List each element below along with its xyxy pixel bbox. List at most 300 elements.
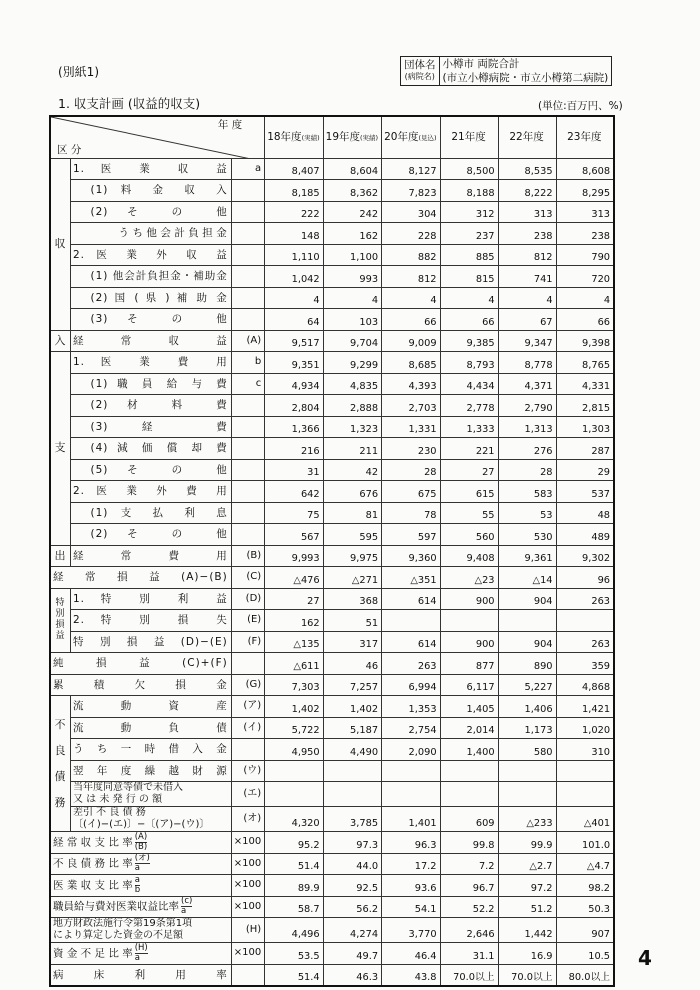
- row-tag: (イ): [231, 717, 264, 739]
- value-cell: 28: [382, 459, 440, 481]
- row-tag: [231, 459, 264, 481]
- value-cell: 907: [556, 918, 614, 943]
- value-cell: 642: [265, 481, 323, 503]
- value-cell: 8,765: [556, 352, 614, 374]
- row-label: 累 積 欠 損 金: [50, 674, 231, 696]
- value-cell: 4: [498, 287, 556, 309]
- year-label: 22年度: [509, 131, 544, 144]
- table-row: [50, 896, 614, 918]
- value-cell: 98.2: [556, 875, 614, 897]
- row-tag: [231, 964, 264, 986]
- row-label: (1) 支 払 利 息: [89, 502, 232, 524]
- value-cell: 8,604: [323, 158, 381, 180]
- year-label: 18年度: [267, 130, 302, 143]
- value-cell: △23: [440, 567, 498, 589]
- value-cell: 2,804: [265, 395, 323, 417]
- header-nendo: 年 度: [217, 119, 243, 131]
- value-cell: △14: [498, 567, 556, 589]
- value-cell: 900: [440, 631, 498, 653]
- value-cell: 1,406: [498, 696, 556, 718]
- row-tag: [231, 266, 264, 288]
- value-cell: 9,360: [382, 545, 440, 567]
- category-cell: 収: [50, 158, 71, 330]
- row-label: (2) そ の 他: [89, 201, 232, 223]
- indent-cell: [71, 266, 89, 288]
- value-cell: [498, 760, 556, 782]
- value-cell: 28: [498, 459, 556, 481]
- row-label-line1: 当年度同意等債で未借入: [73, 782, 183, 793]
- value-cell: 228: [382, 223, 440, 245]
- value-cell: 2,815: [556, 395, 614, 417]
- value-cell: [556, 760, 614, 782]
- value-cell: 580: [498, 739, 556, 761]
- value-cell: 276: [498, 438, 556, 460]
- year-note: (実績): [301, 133, 320, 142]
- row-tag: (G): [231, 674, 264, 696]
- value-cell: 222: [265, 201, 323, 223]
- indent-cell: [71, 223, 89, 245]
- value-cell: 530: [498, 524, 556, 546]
- indent-cell: [71, 180, 89, 202]
- value-cell: [556, 782, 614, 807]
- table-row: [50, 158, 614, 180]
- ratio-fraction: [135, 876, 140, 895]
- row-label: 翌 年 度 繰 越 財 源: [71, 760, 232, 782]
- value-cell: 8,185: [265, 180, 323, 202]
- value-cell: 614: [382, 588, 440, 610]
- value-cell: 4: [265, 287, 323, 309]
- row-tag: (オ): [231, 807, 264, 832]
- value-cell: 263: [382, 653, 440, 675]
- table-row: [50, 180, 614, 202]
- value-cell: 1,100: [323, 244, 381, 266]
- row-label-line1: 差引 不 良 債 務: [73, 807, 146, 818]
- value-cell: 49.7: [323, 943, 381, 965]
- attachment-label: (別紙1): [58, 65, 99, 79]
- row-label: 2. 特 別 損 失: [71, 610, 232, 632]
- value-cell: 99.9: [498, 832, 556, 854]
- value-cell: 890: [498, 653, 556, 675]
- entity-name: 小樽市 両院合計: [439, 57, 612, 72]
- value-cell: 7,823: [382, 180, 440, 202]
- value-cell: 64: [265, 309, 323, 331]
- value-cell: 1,421: [556, 696, 614, 718]
- indent-cell: [71, 287, 89, 309]
- value-cell: 56.2: [323, 896, 381, 918]
- row-label: [50, 832, 231, 854]
- fraction-denominator: (B): [134, 841, 148, 852]
- table-row: [50, 438, 614, 460]
- value-cell: 812: [382, 266, 440, 288]
- entity-label-text: 団体名: [404, 59, 436, 71]
- value-cell: 537: [556, 481, 614, 503]
- row-tag: (ウ): [231, 760, 264, 782]
- value-cell: 52.2: [440, 896, 498, 918]
- value-cell: 16.9: [498, 943, 556, 965]
- entity-label-sub: (病院名): [404, 72, 435, 81]
- fraction-numerator: a: [134, 874, 140, 885]
- value-cell: 53.5: [265, 943, 323, 965]
- value-cell: 368: [323, 588, 381, 610]
- value-cell: 237: [440, 223, 498, 245]
- value-cell: 676: [323, 481, 381, 503]
- row-label: [50, 918, 231, 943]
- value-cell: [382, 760, 440, 782]
- value-cell: 7,303: [265, 674, 323, 696]
- value-cell: 313: [556, 201, 614, 223]
- value-cell: 66: [556, 309, 614, 331]
- ratio-fraction: [135, 833, 147, 852]
- value-cell: 27: [265, 588, 323, 610]
- row-tag: ×100: [231, 943, 264, 965]
- row-tag: c: [231, 373, 264, 395]
- table-row: [50, 588, 614, 610]
- row-label: (3) そ の 他: [89, 309, 232, 331]
- row-label: [50, 853, 231, 875]
- table-row: [50, 287, 614, 309]
- row-tag: ×100: [231, 896, 264, 918]
- value-cell: 287: [556, 438, 614, 460]
- row-label: 2. 医 業 外 費 用: [71, 481, 232, 503]
- fraction-denominator: b: [134, 884, 141, 895]
- value-cell: 211: [323, 438, 381, 460]
- value-cell: 51.2: [498, 896, 556, 918]
- value-cell: 583: [498, 481, 556, 503]
- value-cell: 4,331: [556, 373, 614, 395]
- value-cell: 92.5: [323, 875, 381, 897]
- value-cell: 4: [556, 287, 614, 309]
- category-cell: 支: [50, 352, 71, 546]
- row-label: 純 損 益 (C)+(F): [50, 653, 231, 675]
- value-cell: 2,888: [323, 395, 381, 417]
- value-cell: 3,770: [382, 918, 440, 943]
- table-row: [50, 760, 614, 782]
- row-tag: [231, 481, 264, 503]
- row-tag: [231, 653, 264, 675]
- row-tag: (D): [231, 588, 264, 610]
- row-tag: ×100: [231, 875, 264, 897]
- value-cell: 2,090: [382, 739, 440, 761]
- table-row: [50, 373, 614, 395]
- value-cell: 1,366: [265, 416, 323, 438]
- value-cell: 53: [498, 502, 556, 524]
- year-header: [323, 116, 381, 158]
- category-cell: 不良債務: [50, 696, 71, 832]
- value-cell: 27: [440, 459, 498, 481]
- year-note: (実績): [360, 133, 379, 142]
- fraction-numerator: (c): [181, 896, 193, 907]
- value-cell: 4,274: [323, 918, 381, 943]
- year-header: [556, 116, 614, 158]
- value-cell: 9,398: [556, 330, 614, 352]
- value-cell: [323, 782, 381, 807]
- value-cell: 2,790: [498, 395, 556, 417]
- value-cell: 2,646: [440, 918, 498, 943]
- row-label: (2) 国 ( 県 ) 補 助 金: [89, 287, 232, 309]
- row-label: 経 常 収 益: [71, 330, 232, 352]
- category-cell: 出: [50, 545, 71, 567]
- table-row: [50, 266, 614, 288]
- value-cell: △611: [265, 653, 323, 675]
- row-tag: (H): [231, 918, 264, 943]
- value-cell: [323, 760, 381, 782]
- row-label: 1. 医 業 費 用: [71, 352, 232, 374]
- value-cell: 9,517: [265, 330, 323, 352]
- value-cell: [440, 782, 498, 807]
- value-cell: 9,009: [382, 330, 440, 352]
- fraction-denominator: a: [181, 906, 187, 917]
- value-cell: 221: [440, 438, 498, 460]
- table-row: [50, 459, 614, 481]
- value-cell: 304: [382, 201, 440, 223]
- table-row: [50, 416, 614, 438]
- row-label: [50, 896, 231, 918]
- value-cell: 4: [382, 287, 440, 309]
- value-cell: 242: [323, 201, 381, 223]
- value-cell: 993: [323, 266, 381, 288]
- row-label: [50, 875, 231, 897]
- value-cell: 8,535: [498, 158, 556, 180]
- table-row: [50, 567, 614, 589]
- value-cell: 43.8: [382, 964, 440, 986]
- value-cell: 675: [382, 481, 440, 503]
- row-label-text: 経 常 収 支 比 率: [53, 836, 133, 849]
- value-cell: 614: [382, 631, 440, 653]
- table-row: [50, 201, 614, 223]
- value-cell: 1,173: [498, 717, 556, 739]
- value-cell: 9,975: [323, 545, 381, 567]
- row-label: [50, 943, 231, 965]
- value-cell: 1,353: [382, 696, 440, 718]
- entity-box: [400, 56, 612, 86]
- value-cell: 1,042: [265, 266, 323, 288]
- value-cell: 4,490: [323, 739, 381, 761]
- value-cell: 877: [440, 653, 498, 675]
- year-label: 23年度: [567, 131, 602, 144]
- value-cell: 8,778: [498, 352, 556, 374]
- row-tag: [231, 395, 264, 417]
- value-cell: 1,313: [498, 416, 556, 438]
- value-cell: 7.2: [440, 853, 498, 875]
- value-cell: 10.5: [556, 943, 614, 965]
- indent-cell: [71, 416, 89, 438]
- year-header: [265, 116, 323, 158]
- table-row: [50, 395, 614, 417]
- row-label: (1) 料 金 収 入: [89, 180, 232, 202]
- value-cell: 1,400: [440, 739, 498, 761]
- value-cell: 882: [382, 244, 440, 266]
- header-row: [50, 116, 614, 158]
- value-cell: 46.3: [323, 964, 381, 986]
- value-cell: 8,500: [440, 158, 498, 180]
- table-row: [50, 481, 614, 503]
- row-label-text: 職員給与費対医業収益比率: [53, 900, 179, 913]
- indent-cell: [71, 309, 89, 331]
- row-tag: ×100: [231, 832, 264, 854]
- value-cell: 97.2: [498, 875, 556, 897]
- row-label-text: 不 良 債 務 比 率: [53, 857, 133, 870]
- value-cell: 720: [556, 266, 614, 288]
- row-tag: [231, 287, 264, 309]
- value-cell: 29: [556, 459, 614, 481]
- value-cell: [440, 610, 498, 632]
- value-cell: 1,402: [323, 696, 381, 718]
- row-tag: [231, 438, 264, 460]
- year-label: 20年度: [384, 130, 419, 143]
- value-cell: [265, 782, 323, 807]
- value-cell: 66: [382, 309, 440, 331]
- row-tag: [231, 416, 264, 438]
- value-cell: [498, 782, 556, 807]
- indent-cell: [71, 201, 89, 223]
- year-header: [440, 116, 498, 158]
- value-cell: 4,868: [556, 674, 614, 696]
- value-cell: 55: [440, 502, 498, 524]
- row-label-line1: 地方財政法施行令第19条第1項: [53, 918, 193, 929]
- value-cell: 815: [440, 266, 498, 288]
- row-tag: (ア): [231, 696, 264, 718]
- value-cell: △4.7: [556, 853, 614, 875]
- value-cell: 8,295: [556, 180, 614, 202]
- value-cell: 317: [323, 631, 381, 653]
- value-cell: 1,020: [556, 717, 614, 739]
- value-cell: 4,950: [265, 739, 323, 761]
- value-cell: 9,351: [265, 352, 323, 374]
- value-cell: 7,257: [323, 674, 381, 696]
- row-label: (5) そ の 他: [89, 459, 232, 481]
- year-header: [382, 116, 440, 158]
- value-cell: 4,320: [265, 807, 323, 832]
- value-cell: 2,014: [440, 717, 498, 739]
- value-cell: 103: [323, 309, 381, 331]
- row-tag: ×100: [231, 853, 264, 875]
- value-cell: 4,393: [382, 373, 440, 395]
- row-label: (4) 減 価 償 却 費: [89, 438, 232, 460]
- value-cell: 81: [323, 502, 381, 524]
- value-cell: 904: [498, 631, 556, 653]
- value-cell: 9,385: [440, 330, 498, 352]
- value-cell: 96.3: [382, 832, 440, 854]
- value-cell: [498, 610, 556, 632]
- value-cell: 312: [440, 201, 498, 223]
- table-row: [50, 832, 614, 854]
- fraction-numerator: (オ): [134, 853, 150, 864]
- value-cell: [265, 760, 323, 782]
- table-row: [50, 524, 614, 546]
- value-cell: 615: [440, 481, 498, 503]
- value-cell: 66: [440, 309, 498, 331]
- value-cell: 8,188: [440, 180, 498, 202]
- table-row: [50, 782, 614, 807]
- value-cell: 238: [498, 223, 556, 245]
- value-cell: 50.3: [556, 896, 614, 918]
- value-cell: 96: [556, 567, 614, 589]
- row-tag: (C): [231, 567, 264, 589]
- indent-cell: [71, 438, 89, 460]
- indent-cell: [71, 373, 89, 395]
- value-cell: 70.0以上: [498, 964, 556, 986]
- row-tag: [231, 180, 264, 202]
- year-label: 19年度: [325, 130, 361, 143]
- value-cell: 3,785: [323, 807, 381, 832]
- value-cell: [440, 760, 498, 782]
- value-cell: 93.6: [382, 875, 440, 897]
- value-cell: 31: [265, 459, 323, 481]
- row-label-line2: 又 は 未 発 行 の 額: [73, 794, 163, 805]
- value-cell: 162: [265, 610, 323, 632]
- row-label: 経 常 損 益 (A)−(B): [50, 567, 231, 589]
- value-cell: 2,703: [382, 395, 440, 417]
- value-cell: 904: [498, 588, 556, 610]
- table-row: [50, 502, 614, 524]
- row-tag: (A): [231, 330, 264, 352]
- value-cell: 790: [556, 244, 614, 266]
- value-cell: 310: [556, 739, 614, 761]
- table-row: [50, 875, 614, 897]
- value-cell: 78: [382, 502, 440, 524]
- row-tag: [231, 524, 264, 546]
- value-cell: 101.0: [556, 832, 614, 854]
- category-cell: 入: [50, 330, 71, 352]
- value-cell: △271: [323, 567, 381, 589]
- value-cell: 80.0以上: [556, 964, 614, 986]
- value-cell: 216: [265, 438, 323, 460]
- indent-cell: [71, 459, 89, 481]
- value-cell: △351: [382, 567, 440, 589]
- value-cell: 58.7: [265, 896, 323, 918]
- header-kubun: 区 分: [57, 143, 82, 156]
- ratio-fraction: [135, 854, 150, 873]
- value-cell: 4,835: [323, 373, 381, 395]
- value-cell: 46.4: [382, 943, 440, 965]
- value-cell: 70.0以上: [440, 964, 498, 986]
- page-number: 4: [638, 946, 652, 970]
- table-row: [50, 964, 614, 986]
- value-cell: 8,362: [323, 180, 381, 202]
- value-cell: 17.2: [382, 853, 440, 875]
- table-row: [50, 696, 614, 718]
- table-row: [50, 330, 614, 352]
- value-cell: 1,405: [440, 696, 498, 718]
- row-label: (2) そ の 他: [89, 524, 232, 546]
- table-row: [50, 853, 614, 875]
- entity-hospitals: (市立小樽病院・市立小樽第二病院): [439, 71, 612, 86]
- ratio-fraction: [181, 897, 192, 916]
- value-cell: 4,434: [440, 373, 498, 395]
- value-cell: 5,227: [498, 674, 556, 696]
- row-label-text: 資 金 不 足 比 率: [53, 947, 133, 960]
- table-row: [50, 610, 614, 632]
- row-tag: [231, 201, 264, 223]
- value-cell: △2.7: [498, 853, 556, 875]
- value-cell: 46: [323, 653, 381, 675]
- row-label: [71, 807, 232, 832]
- row-label: 1. 特 別 利 益: [71, 588, 232, 610]
- fraction-numerator: (H): [134, 942, 148, 953]
- table-row: [50, 352, 614, 374]
- value-cell: 9,302: [556, 545, 614, 567]
- value-cell: 1,323: [323, 416, 381, 438]
- fraction-numerator: (A): [134, 831, 148, 842]
- table-row: [50, 653, 614, 675]
- value-cell: 96.7: [440, 875, 498, 897]
- entity-label: [401, 57, 440, 86]
- indent-cell: [71, 502, 89, 524]
- header-diagonal-cell: [50, 116, 265, 158]
- value-cell: [382, 610, 440, 632]
- year-note: (見込): [418, 133, 437, 142]
- value-cell: 9,299: [323, 352, 381, 374]
